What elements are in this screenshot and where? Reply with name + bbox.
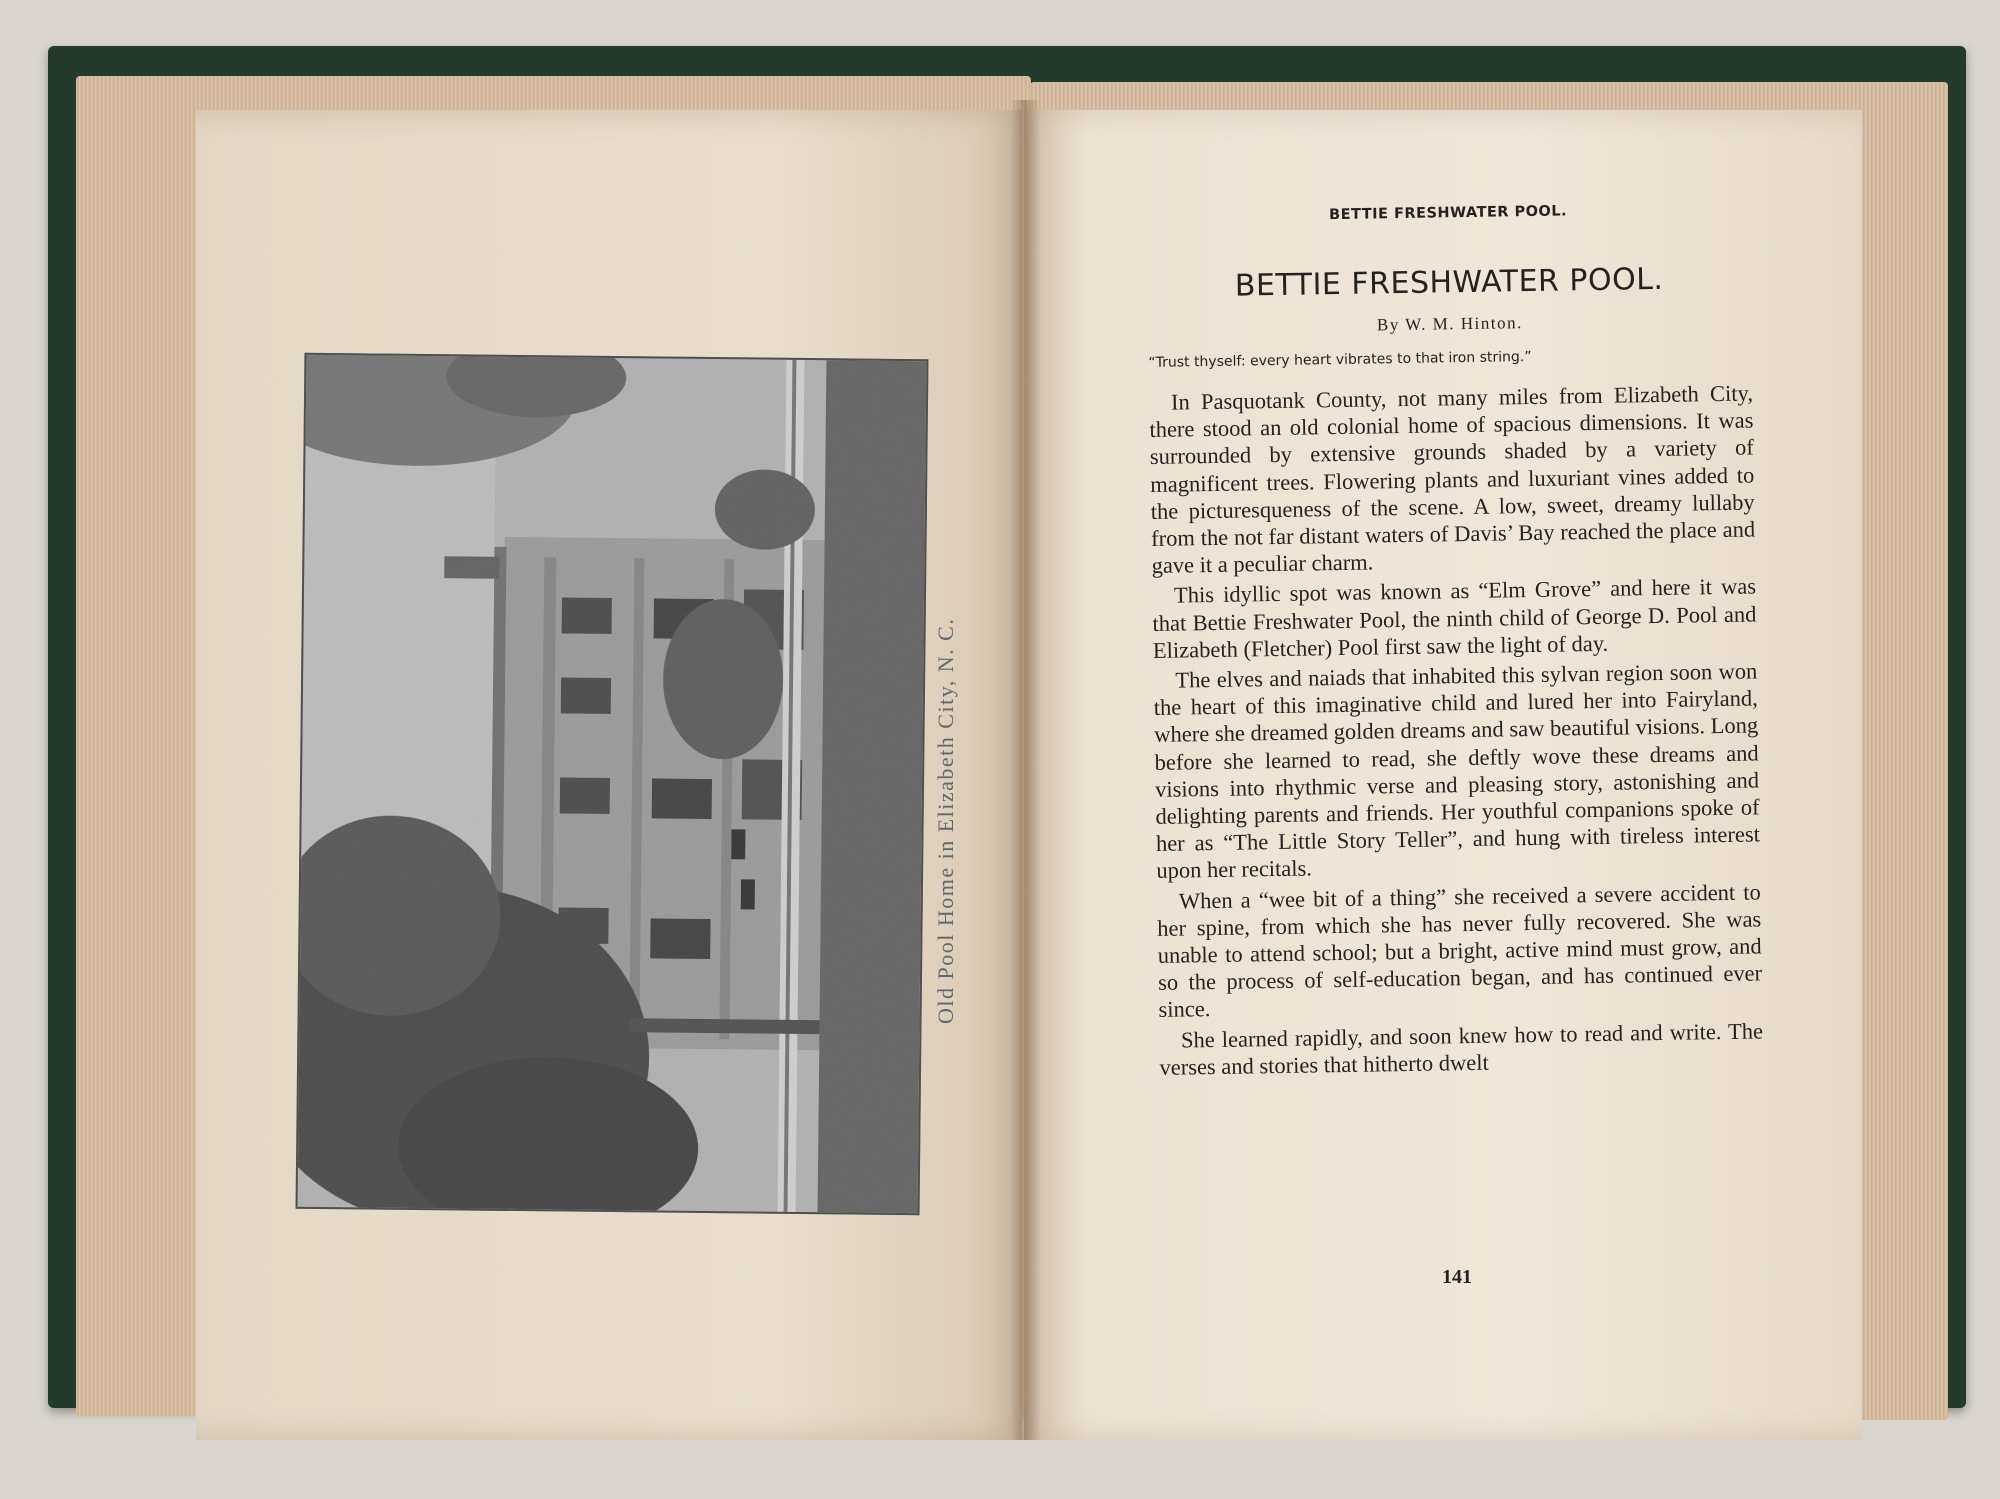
house-photo-plate: [296, 353, 929, 1215]
paragraph-3: The elves and naiads that inhabited this sylvan region soon won the heart of this imaginative child and lured her into Fairyland, where she dreamed golden dreams and saw beautiful visions. Long before she learned to read, she deftly wove these dreams and visions into rhythmic verse and pleasing story, astonishing and delighting parents and friends. Her youthful companions spoke of her as “The Little Story Teller”, and hung with tireless interest upon her recitals.: [1153, 658, 1761, 884]
epigraph: “Trust thyself: every heart vibrates to that iron string.”: [1148, 348, 1532, 371]
page-number: 141: [1442, 1266, 1472, 1288]
paragraph-5: She learned rapidly, and soon knew how to read and write. The verses and stories that hitherto dwelt: [1159, 1018, 1764, 1080]
byline: By W. M. Hinton.: [1376, 313, 1523, 335]
paragraph-4: When a “wee bit of a thing” she received a severe accident to her spine, from which she has never fully recovered. She was unable to attend school; but a bright, active mind must grow, and so the process of self-education began, and has continued ever since.: [1157, 879, 1763, 1023]
paragraph-1: In Pasquotank County, not many miles from Elizabeth City, there stood an old colonial home of spacious dimensions. It was surrounded by extensive grounds shaded by a variety of magnificent trees. Flowering plants and luxuriant vines added to the picturesqueness of the scene. A low, sweet, dreamy lullaby from the not far distant waters of Davis’ Bay reached the place and gave it a peculiar charm.: [1149, 380, 1756, 579]
house-photo: [298, 355, 927, 1213]
article-title: BETTIE FRESHWATER POOL.: [1234, 261, 1664, 304]
book-gutter: [1010, 100, 1040, 1440]
running-head: BETTIE FRESHWATER POOL.: [1328, 203, 1568, 224]
article-text: [1146, 201, 1764, 1084]
plate-caption: Old Pool Home in Elizabeth City, N. C.: [933, 617, 958, 1024]
paragraph-2: This idyllic spot was known as “Elm Grove” and here it was that Bettie Freshwater Pool, the ninth child of George D. Pool and Elizabeth (Fletcher) Pool first saw the light of day.: [1152, 573, 1757, 663]
